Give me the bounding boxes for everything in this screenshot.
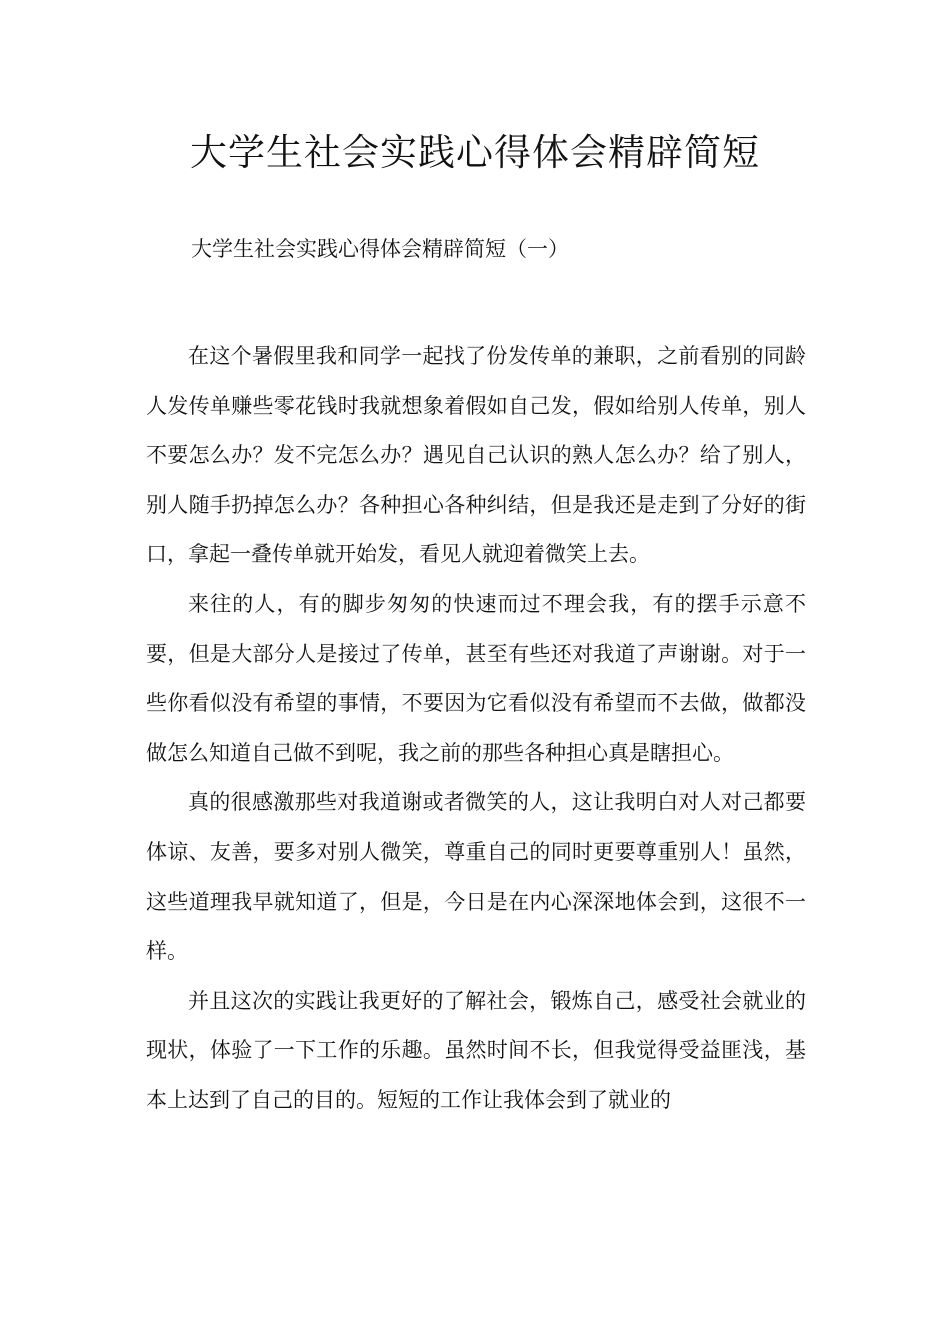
paragraph: 并且这次的实践让我更好的了解社会，锻炼自己，感受社会就业的现状，体验了一下工作的乐趣。虽然时间不长，但我觉得受益匪浅，基本上达到了自己的目的。短短的工作让我体会到了就业的 — [146, 988, 806, 1112]
paragraph: 真的很感激那些对我道谢或者微笑的人，这让我明白对人对己都要体谅、友善，要多对别人微笑，尊重自己的同时更要尊重别人！虽然，这些道理我早就知道了，但是，今日是在内心深深地体会到，这很不一样。 — [146, 790, 806, 964]
section-subtitle: 大学生社会实践心得体会精辟简短（一） — [191, 237, 569, 261]
document-title: 大学生社会实践心得体会精辟简短 — [190, 131, 760, 174]
body-text — [146, 332, 806, 1126]
paragraph: 在这个暑假里我和同学一起找了份发传单的兼职，之前看别的同龄人发传单赚些零花钱时我就想象着假如自己发，假如给别人传单，别人不要怎么办？发不完怎么办？遇见自己认识的熟人怎么办？给了别人，别人随手扔掉怎么办？各种担心各种纠结，但是我还是走到了分好的街口，拿起一叠传单就开始发，看见人就迎着微笑上去。 — [146, 344, 806, 567]
paragraph: 来往的人，有的脚步匆匆的快速而过不理会我，有的摆手示意不要，但是大部分人是接过了传单，甚至有些还对我道了声谢谢。对于一些你看似没有希望的事情，不要因为它看似没有希望而不去做，做都没做怎么知道自己做不到呢，我之前的那些各种担心真是瞎担心。 — [146, 591, 806, 765]
